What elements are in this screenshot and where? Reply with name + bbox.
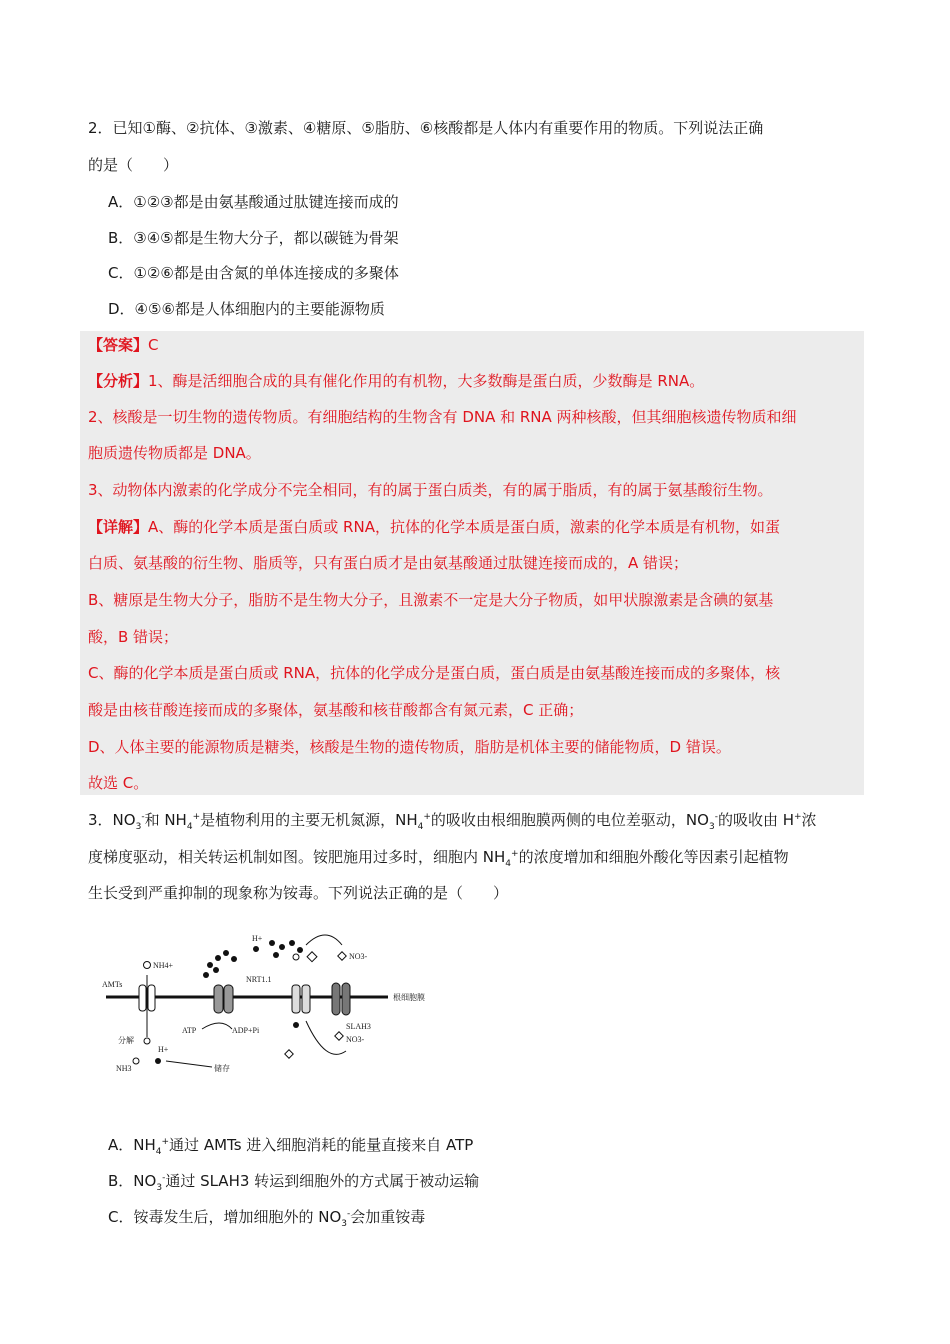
q3-text: 3．NO [88,811,136,829]
subscript: 4 [155,1147,162,1157]
store-arrow [166,1061,212,1067]
detail-line5: C、酶的化学本质是蛋白质或 RNA，抗体的化学成分是蛋白质，蛋白质是由氨基酸连接而成的多聚体，核 [88,664,781,682]
answer-tag: 【答案】 [88,336,149,354]
superscript: + [423,812,431,822]
detail-line1 [88,517,780,537]
q3-text: 度梯度驱动，相关转运机制如图。铵肥施用过多时，细胞内 NH [88,848,506,866]
subscript: 4 [186,822,193,832]
q3-stem-line1 [88,810,817,830]
detail-line4: 酸，B 错误； [88,628,179,646]
analysis-line4: 3、动物体内激素的化学成分不完全相同，有的属于蛋白质类，有的属于脂质，有的属于氨基酸衍生物。 [88,481,773,499]
q3-option-b-text: B．NO [108,1172,157,1190]
detail-tag: 【详解】 [88,518,149,536]
conclusion-line: 故选 C。 [88,774,149,792]
proton-cluster [203,940,303,978]
superscript: - [347,1209,351,1219]
q3-text: 的吸收由 H [717,811,794,829]
amts-channel [139,975,155,1019]
q3-option-c-text: 会加重铵毒 [350,1208,426,1226]
no3-bottom-icon [335,1032,343,1040]
h-bottom-label: H+ [158,1045,169,1054]
h-bottom-icon [155,1058,161,1064]
adp-label: ADP+Pi [232,1026,260,1035]
superscript: + [511,849,519,859]
superscript: - [714,812,718,822]
transport-mechanism-diagram [96,925,426,1075]
detail-line6: 酸是由核苷酸连接而成的多聚体，氨基酸和核苷酸都含有氮元素，C 正确； [88,701,584,719]
q2-option-c: C．①②⑥都是由含氮的单体连接成的多聚体 [108,264,399,282]
superscript: + [161,1137,170,1147]
q3-option-a-text: A．NH [108,1136,156,1154]
q3-option-c [108,1207,425,1227]
detail-line3: B、糖原是生物大分子，脂肪不是生物大分子，且激素不一定是大分子物质，如甲状腺激素是含碘的氨基 [88,591,774,609]
q3-stem-line2 [88,847,789,867]
q2-stem-line1: 2．已知①酶、②抗体、③激素、④糖原、⑤脂肪、⑥核酸都是人体内有重要作用的物质。下列说法正确 [88,119,764,137]
no3-top-label: NO3- [349,952,368,961]
nh4-inner-icon [144,1038,150,1044]
q3-text: 的吸收由根细胞膜两侧的电位差驱动，NO [430,811,709,829]
q3-option-b [108,1171,479,1191]
no3-top-icon [338,952,346,960]
q2-option-a: A．①②③都是由氨基酸通过肽键连接而成的 [108,193,399,211]
answer-value: C [148,336,159,354]
detail-a1: A、酶的化学本质是蛋白质或 RNA，抗体的化学本质是蛋白质，激素的化学本质是有机物，如蛋 [148,518,780,536]
q2-option-d: D．④⑤⑥都是人体细胞内的主要能源物质 [108,300,385,318]
q3-text: 和 NH [144,811,187,829]
superscript: + [794,812,802,822]
nh4-ion-icon [144,962,151,969]
q3-option-c-text: C．铵毒发生后，增加细胞外的 NO [108,1208,342,1226]
store-label: 储存 [214,1064,230,1073]
subscript: 3 [135,822,142,832]
nh3-label: NH3 [116,1064,132,1073]
amts-label: AMTs [102,980,123,989]
cycle-arrow [306,935,342,945]
no3-bottom-label: NO3- [346,1035,365,1044]
slah3-channel [332,983,350,1015]
q2-option-b: B．③④⑤都是生物大分子，都以碳链为骨架 [108,229,399,247]
nrt-transporter [292,985,310,1013]
membrane-label: 根细胞膜 [393,993,425,1002]
h-ion-icon [293,954,299,960]
q3-text: 的浓度增加和细胞外酸化等因素引起植物 [518,848,789,866]
subscript: 4 [417,822,424,832]
no3-inner-icon [285,1050,293,1058]
atp-pump [214,985,233,1013]
q3-text: 浓 [801,811,817,829]
q3-text: 是植物利用的主要无机氮源，NH [200,811,418,829]
analysis-text-1: 1、酶是活细胞合成的具有催化作用的有机物，大多数酶是蛋白质，少数酶是 RNA。 [148,372,705,390]
superscript: - [162,1173,166,1183]
slah3-label: SLAH3 [346,1022,371,1031]
h-inner-icon [293,1022,299,1028]
answer-line [88,335,159,355]
detail-line7: D、人体主要的能源物质是糖类，核酸是生物的遗传物质，脂肪是机体主要的储能物质，D 错误。 [88,738,731,756]
analysis-tag: 【分析】 [88,372,149,390]
superscript: + [192,812,201,822]
detail-line2: 白质、氨基酸的衍生物、脂质等，只有蛋白质才是由氨基酸通过肽键连接而成的，A 错误； [88,554,689,572]
superscript: - [141,812,145,822]
analysis-line2: 2、核酸是一切生物的遗传物质。有细胞结构的生物含有 DNA 和 RNA 两种核酸，但其细胞核遗传物质和细 [88,408,797,426]
q3-option-a-text: 通过 AMTs 进入细胞消耗的能量直接来自 ATP [169,1136,474,1154]
subscript: 3 [156,1183,163,1193]
q2-stem-line2: 的是（ ） [88,156,179,174]
subscript: 3 [708,822,715,832]
atp-arrow [202,1023,232,1029]
h-top-label: H+ [252,934,263,943]
nh3-icon [133,1058,139,1064]
q3-stem-line3: 生长受到严重抑制的现象称为铵毒。下列说法正确的是（ ） [88,884,509,902]
nh4-label: NH4+ [153,961,174,970]
q3-option-a [108,1135,473,1155]
q3-option-b-text: 通过 SLAH3 转运到细胞外的方式属于被动运输 [165,1172,480,1190]
nrt-label: NRT1.1 [246,975,272,984]
no3-ion-icon [307,952,317,962]
analysis-line1 [88,371,704,391]
decompose-label: 分解 [118,1036,134,1045]
atp-label: ATP [182,1026,197,1035]
analysis-line3: 胞质遗传物质都是 DNA。 [88,444,261,462]
subscript: 4 [505,859,512,869]
subscript: 3 [341,1219,348,1229]
